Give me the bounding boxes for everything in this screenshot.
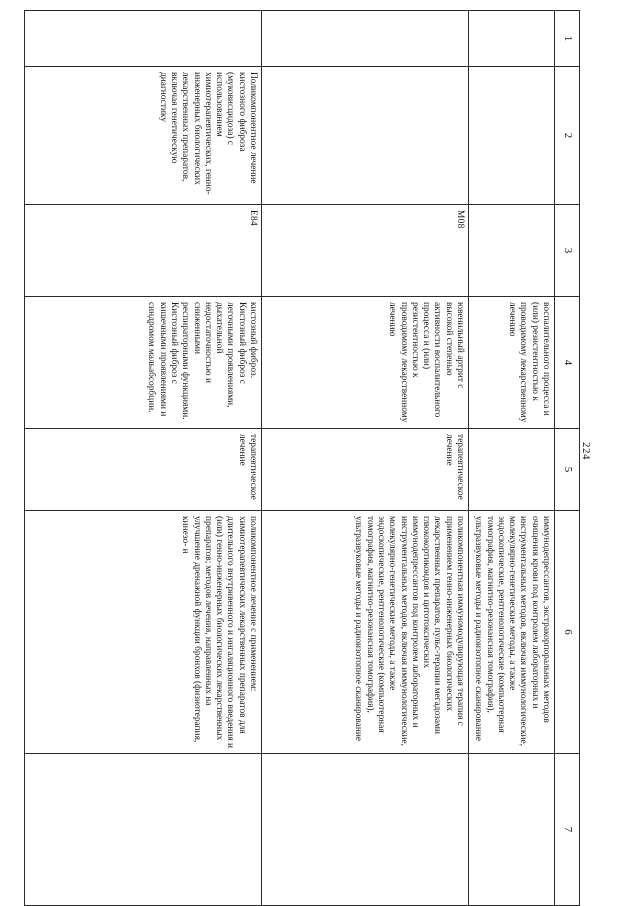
treatment-name-cell — [262, 67, 469, 205]
standard-cell — [262, 754, 469, 906]
page-number: 224 — [580, 442, 592, 460]
column-number-row — [555, 11, 580, 906]
column-number-7: 7 — [555, 754, 580, 906]
treatment-type-cell: терапевтическое лечение — [262, 429, 469, 511]
icd-code-cell: E84 — [25, 205, 262, 297]
column-number-5: 5 — [555, 429, 580, 511]
table-row — [262, 11, 469, 906]
row-index-cell — [262, 11, 469, 67]
treatment-type-cell — [469, 429, 555, 511]
row-index-cell — [25, 11, 262, 67]
treatment-method-cell: поликомпонентная иммуномодулирующая терапия с применением генно-инженерных биологических лекарственных препаратов, пульс-терапии мегадозами глюкокортикоидов и цитотоксических иммунодепрессантов под контролем лабораторных и инструментальных методов, включая иммунологические, молекулярно-генетические методы, а также эндоскопические, рентгенологические (компьютерная томография, магнитно-резонансная томография), ультразвуковые методы и радиоизотопное сканирование — [262, 511, 469, 754]
column-number-3: 3 — [555, 205, 580, 297]
document-table-rotated — [70, 10, 580, 905]
table-row — [469, 11, 555, 906]
document-table — [24, 10, 580, 906]
column-number-2: 2 — [555, 67, 580, 205]
treatment-type-cell: терапевтическое лечение — [25, 429, 262, 511]
treatment-name-cell: Поликомпонентное лечение кистозного фиброза (муковисцидоза) с использованием химиотерапевтических, генно-инженерных биологических лекарственных препаратов, включая генетическую диагностику — [25, 67, 262, 205]
standard-cell — [25, 754, 262, 906]
patient-model-cell: кистозный фиброз. Кистозный фиброз с легочными проявлениями, дыхательной недостаточностью и сниженными респираторными функциями. Кистозный фиброз с кишечными проявлениями и синдромом мальабсорбции. — [25, 297, 262, 429]
row-index-cell — [469, 11, 555, 67]
column-number-4: 4 — [555, 297, 580, 429]
column-number-6: 6 — [555, 511, 580, 754]
icd-code-cell — [469, 205, 555, 297]
icd-code-cell: M08 — [262, 205, 469, 297]
treatment-method-cell: иммунодепрессантов, экстракорпоральных методов очищения крови под контролем лабораторных и инструментальных методов, включая иммунологические, молекулярно-генетические методы, а также эндоскопические, рентгенологические (компьютерная томография, магнитно-резонансная томография), ультразвуковые методы и радиоизотопное сканирование — [469, 511, 555, 754]
patient-model-cell: воспалительного процесса и (или) резистентностью к проводимому лекарственному лечению — [469, 297, 555, 429]
treatment-name-cell — [469, 67, 555, 205]
patient-model-cell: ювенильный артрит с высокой степенью активности воспалительного процесса и (или) резистентностью к проводимому лекарственному лечению — [262, 297, 469, 429]
standard-cell — [469, 754, 555, 906]
table-row — [25, 11, 262, 906]
column-number-1: 1 — [555, 11, 580, 67]
treatment-method-cell: поликомпонентное лечение с применением: химиотерапевтических лекарственных препаратов для длительного внутривенного и ингаляционного введения и (или) генно-инженерных биологических лекарственных препаратов; методов лечения, направленных на улучшение дренажной функции бронхов (физиотерапия, кинезо- и — [25, 511, 262, 754]
